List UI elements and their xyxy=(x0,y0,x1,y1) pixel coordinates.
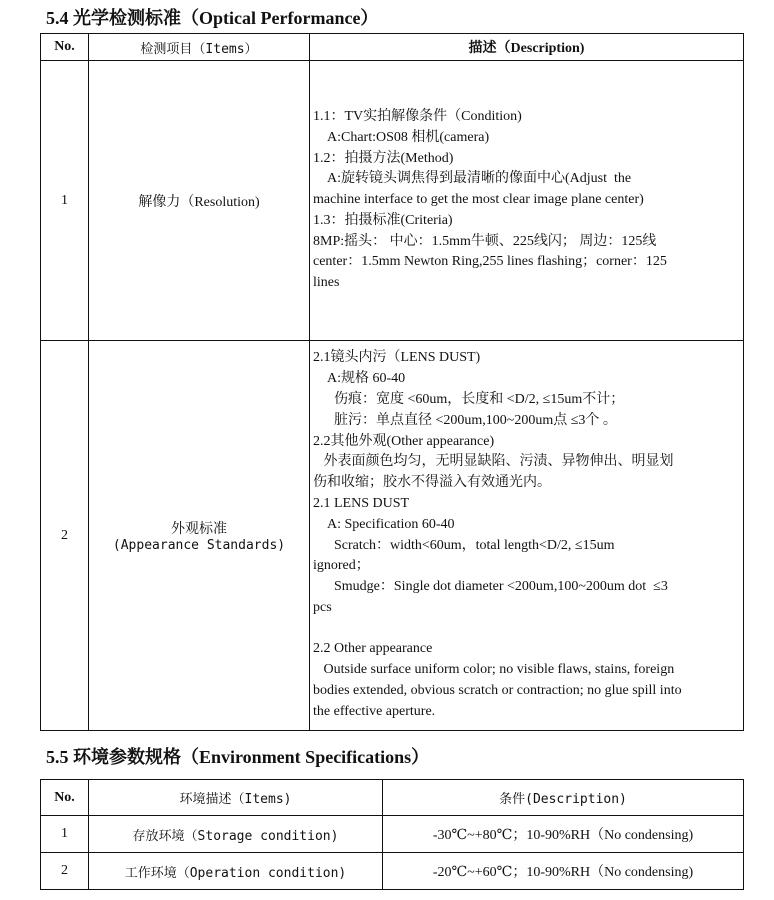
desc-line: the effective aperture. xyxy=(313,703,436,719)
desc-line: pcs xyxy=(313,599,332,615)
header-description: 条件(Description) xyxy=(383,780,744,816)
item-label-cn: 外观标准 xyxy=(171,522,227,537)
desc-line: Smudge：Single dot diameter <200um,100~200um dot ≤3 xyxy=(313,579,668,595)
desc-line: A:Chart:OS08 相机(camera) xyxy=(313,129,490,145)
header-no: No. xyxy=(41,34,89,61)
desc-line: 8MP:摇头： 中心：1.5mm牛顿、225线闪； 周边：125线 xyxy=(313,233,657,249)
header-items: 环境描述（Items) xyxy=(89,780,383,816)
description-resolution xyxy=(310,61,744,341)
item-resolution: 解像力（Resolution) xyxy=(89,61,310,341)
row-number: 1 xyxy=(41,61,89,341)
row-number: 2 xyxy=(41,853,89,890)
table-header-row xyxy=(41,780,744,816)
desc-line: ignored； xyxy=(313,558,370,574)
desc-line: machine interface to get the most clear image plane center) xyxy=(313,192,644,208)
section-heading-optical: 5.4 光学检测标准（Optical Performance） xyxy=(46,8,379,28)
desc-line: 1.3：拍摄标准(Criteria) xyxy=(313,212,453,228)
desc-line: lines xyxy=(313,275,340,291)
desc-line: 外表面颜色均匀，无明显缺陷、污渍、异物伸出、明显划 xyxy=(313,454,674,470)
row-number: 2 xyxy=(41,341,89,731)
desc-line: A: Specification 60-40 xyxy=(313,516,455,532)
desc-line: 2.1 LENS DUST xyxy=(313,495,410,511)
table-header-row xyxy=(41,34,744,61)
desc-line: 1.1：TV实拍解像条件（Condition) xyxy=(313,108,522,124)
table-row xyxy=(41,816,744,853)
header-no: No. xyxy=(41,780,89,816)
desc-line: 1.2：拍摄方法(Method) xyxy=(313,150,454,166)
desc-line: bodies extended, obvious scratch or contraction; no glue spill into xyxy=(313,683,682,699)
desc-line: 伤和收缩；胶水不得溢入有效通光内。 xyxy=(313,475,551,491)
header-items: 检测项目（Items） xyxy=(89,34,310,61)
desc-line: A:旋转镜头调焦得到最清晰的像面中心(Adjust the xyxy=(313,171,632,187)
environment-spec-table xyxy=(40,779,744,890)
desc-line: center：1.5mm Newton Ring,255 lines flashing；corner：125 xyxy=(313,254,667,270)
table-row xyxy=(41,341,744,731)
item-appearance xyxy=(89,341,310,731)
desc-line: Scratch：width<60um，total length<D/2, ≤15um xyxy=(313,537,615,553)
item-storage: 存放环境（Storage condition) xyxy=(89,816,383,853)
desc-line: 2.2其他外观(Other appearance) xyxy=(313,433,495,449)
desc-line: A:规格 60-40 xyxy=(313,371,406,387)
item-label-en: (Appearance Standards) xyxy=(112,538,286,553)
table-row xyxy=(41,61,744,341)
desc-line: Outside surface uniform color; no visible flaws, stains, foreign xyxy=(313,662,675,678)
condition-storage: -30℃~+80℃；10-90%RH（No condensing) xyxy=(383,816,744,853)
description-appearance xyxy=(310,341,744,731)
table-row xyxy=(41,853,744,890)
desc-line: 伤痕：宽度 <60um，长度和 <D/2, ≤15um不计； xyxy=(313,391,625,407)
desc-blank-line xyxy=(313,619,740,640)
desc-line: 脏污：单点直径 <200um,100~200um点 ≤3个 。 xyxy=(313,412,617,428)
section-heading-environment: 5.5 环境参数规格（Environment Specifications） xyxy=(46,747,430,767)
header-description: 描述（Description) xyxy=(310,34,744,61)
row-number: 1 xyxy=(41,816,89,853)
optical-performance-table xyxy=(40,33,744,731)
desc-line: 2.2 Other appearance xyxy=(313,641,433,657)
condition-operation: -20℃~+60℃；10-90%RH（No condensing) xyxy=(383,853,744,890)
item-operation: 工作环境（Operation condition) xyxy=(89,853,383,890)
desc-line: 2.1镜头内污（LENS DUST) xyxy=(313,350,481,366)
